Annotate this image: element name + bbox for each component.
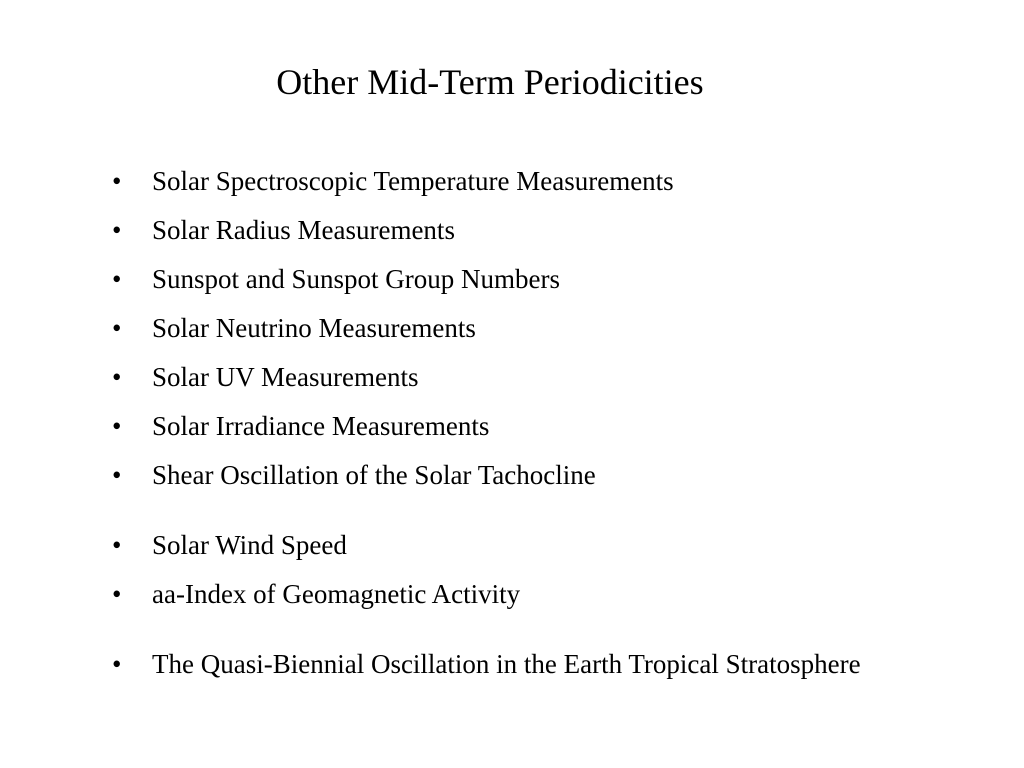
list-item-text: Solar Spectroscopic Temperature Measurements [152, 166, 674, 196]
bullet-icon: • [112, 411, 122, 441]
list-item-text: The Quasi-Biennial Oscillation in the Earth Tropical Stratosphere [152, 649, 861, 679]
list-item-text: Solar Radius Measurements [152, 215, 455, 245]
list-item [112, 644, 912, 684]
bullet-icon: • [112, 649, 122, 679]
list-item [112, 525, 912, 565]
list-item-text: Sunspot and Sunspot Group Numbers [152, 264, 561, 294]
list-item-text: Solar Neutrino Measurements [152, 313, 476, 343]
list-item [112, 210, 912, 250]
bullet-list-geomagnetic [112, 525, 912, 614]
slide-title: Other Mid-Term Periodicities [276, 62, 704, 102]
list-item [112, 406, 912, 446]
list-item [112, 161, 912, 201]
bullet-icon: • [112, 530, 122, 560]
bullet-icon: • [112, 313, 122, 343]
bullet-icon: • [112, 166, 122, 196]
bullet-list-atmosphere [112, 644, 912, 684]
list-item [112, 357, 912, 397]
list-item [112, 455, 912, 495]
list-item-text: Solar Wind Speed [152, 530, 347, 560]
bullet-icon: • [112, 362, 122, 392]
bullet-list-solar-measurements [112, 161, 912, 495]
bullet-icon: • [112, 460, 122, 490]
bullet-icon: • [112, 264, 122, 294]
bullet-icon: • [112, 579, 122, 609]
list-item-text: Shear Oscillation of the Solar Tachocline [152, 460, 596, 490]
list-item [112, 574, 912, 614]
bullet-icon: • [112, 215, 122, 245]
list-item-text: aa-Index of Geomagnetic Activity [152, 579, 521, 609]
list-item [112, 259, 912, 299]
list-item-text: Solar UV Measurements [152, 362, 419, 392]
list-item [112, 308, 912, 348]
list-item-text: Solar Irradiance Measurements [152, 411, 490, 441]
